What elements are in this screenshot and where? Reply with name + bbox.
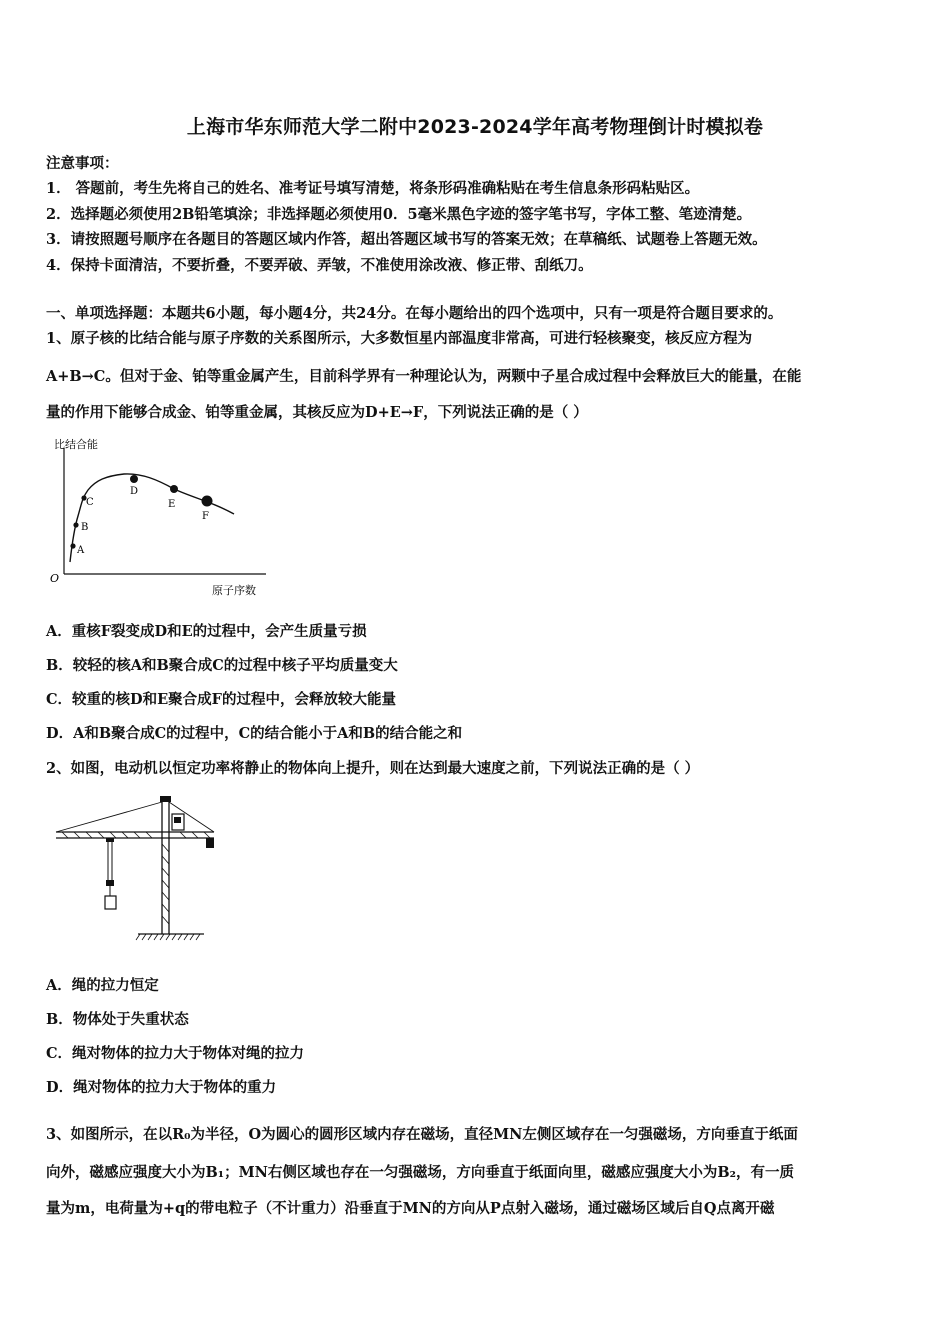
q2-option-c[interactable]: C．绳对物体的拉力大于物体对绳的拉力 <box>46 1045 305 1062</box>
tower-crane-figure <box>52 792 224 944</box>
q1-option-b[interactable]: B．较轻的核A和B聚合成C的过程中核子平均质量变大 <box>46 657 398 674</box>
notice-item-4: 4．保持卡面清洁，不要折叠，不要弄破、弄皱，不准使用涂改液、修正带、刮纸刀。 <box>46 257 593 274</box>
graph-origin: O <box>50 572 60 585</box>
notice-heading: 注意事项： <box>46 155 119 172</box>
q2-option-b[interactable]: B．物体处于失重状态 <box>46 1011 189 1028</box>
graph-label-d: D <box>130 486 139 497</box>
graph-ylabel: 比结合能 <box>54 438 98 451</box>
q3-line-3: 量为m，电荷量为+q的带电粒子（不计重力）沿垂直于MN的方向从P点射入磁场，通过磁场区域后自Q点离开磁 <box>46 1200 775 1217</box>
q2-option-a[interactable]: A．绳的拉力恒定 <box>46 977 159 994</box>
graph-point-d <box>130 475 138 483</box>
q1-option-a[interactable]: A．重核F裂变成D和E的过程中，会产生质量亏损 <box>46 623 367 640</box>
graph-xlabel: 原子序数 <box>212 584 256 597</box>
graph-point-e <box>170 485 178 493</box>
q3-line-1: 3、如图所示，在以R₀为半径，O为圆心的圆形区域内存在磁场，直径MN左侧区域存在一匀强磁场，方向垂直于纸面 <box>46 1126 798 1143</box>
graph-label-e: E <box>168 499 176 510</box>
binding-energy-graph <box>44 434 274 604</box>
q1-option-c[interactable]: C．较重的核D和E聚合成F的过程中，会释放较大能量 <box>46 691 396 708</box>
notice-item-3: 3．请按照题号顺序在各题目的答题区域内作答，超出答题区域书写的答案无效；在草稿纸、试题卷上答题无效。 <box>46 231 767 248</box>
q1-line-3: 量的作用下能够合成金、铂等重金属，其核反应为D+E→F，下列说法正确的是（ ） <box>46 404 588 421</box>
section-heading: 一、单项选择题：本题共6小题，每小题4分，共24分。在每小题给出的四个选项中，只有一项是符合题目要求的。 <box>46 305 783 322</box>
q2-option-d[interactable]: D．绳对物体的拉力大于物体的重力 <box>46 1079 277 1096</box>
q1-option-d[interactable]: D．A和B聚合成C的过程中，C的结合能小于A和B的结合能之和 <box>46 725 463 742</box>
notice-item-1: 1． 答题前，考生先将自己的姓名、准考证号填写清楚，将条形码准确粘贴在考生信息条形码粘贴区。 <box>46 180 700 197</box>
q1-line-2: A+B→C。但对于金、铂等重金属产生，目前科学界有一种理论认为，两颗中子星合成过程中会释放巨大的能量，在能 <box>46 368 802 385</box>
graph-label-c: C <box>86 497 94 508</box>
q3-line-2: 向外，磁感应强度大小为B₁；MN右侧区域也存在一匀强磁场，方向垂直于纸面向里，磁感应强度大小为B₂，有一质 <box>46 1164 795 1181</box>
graph-point-a <box>70 543 75 548</box>
q2-stem: 2、如图，电动机以恒定功率将静止的物体向上提升，则在达到最大速度之前，下列说法正确的是（ ） <box>46 760 700 777</box>
page-title: 上海市华东师范大学二附中2023-2024学年高考物理倒计时模拟卷 <box>186 116 764 138</box>
graph-point-f <box>202 496 213 507</box>
graph-label-a: A <box>77 545 85 556</box>
graph-curve <box>70 474 234 562</box>
graph-label-b: B <box>81 522 89 533</box>
notice-item-2: 2．选择题必须使用2B铅笔填涂；非选择题必须使用0．5毫米黑色字迹的签字笔书写，字体工整、笔迹清楚。 <box>46 206 752 223</box>
graph-label-f: F <box>202 511 209 522</box>
graph-point-b <box>73 522 78 527</box>
q1-line-1: 1、原子核的比结合能与原子序数的关系图所示，大多数恒星内部温度非常高，可进行轻核聚变，核反应方程为 <box>46 330 753 347</box>
